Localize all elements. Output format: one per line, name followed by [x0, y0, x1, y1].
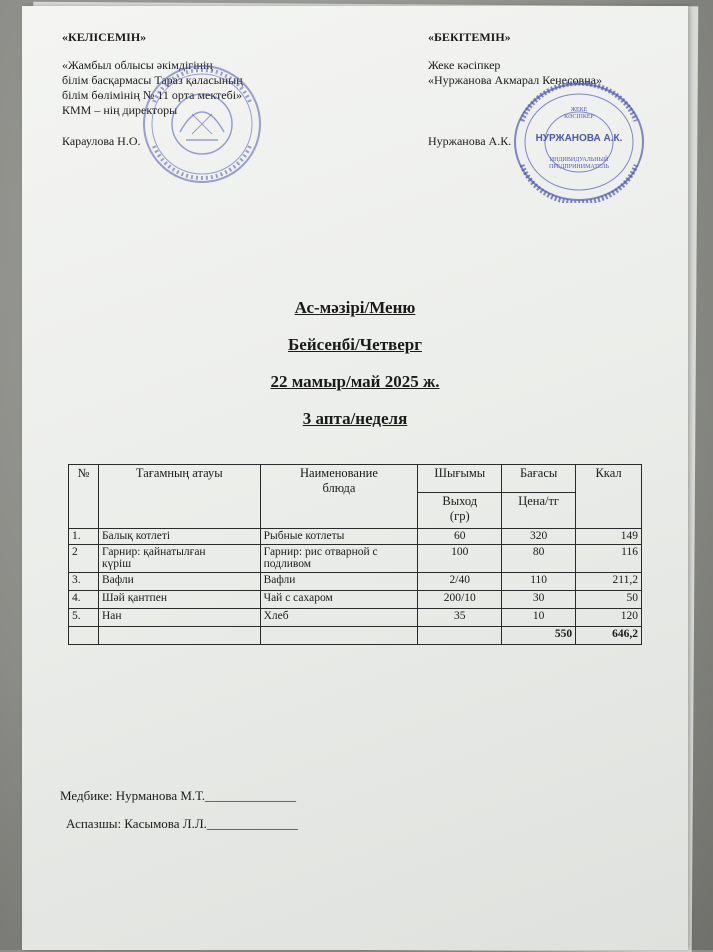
- header-name-kz: Тағамның атауы: [98, 465, 260, 529]
- stamp-center-text: НУРЖАНОВА А.К.: [535, 133, 623, 144]
- table-total-row: [69, 627, 642, 645]
- row-price: 30: [502, 591, 576, 609]
- row-yield: 60: [418, 529, 502, 545]
- table-row: [69, 609, 642, 627]
- header-yield-ru: [418, 493, 502, 529]
- left-heading: «КЕЛІСЕМІН»: [62, 30, 147, 44]
- row-price: 80: [502, 545, 576, 573]
- row-name-ru: Вафли: [260, 573, 418, 591]
- header-price-ru: Цена/тг: [502, 493, 576, 529]
- stamp-bottom-text-2: ПРЕДПРИНИМАТЕЛЬ: [548, 164, 609, 170]
- row-name-kz: Балық котлеті: [98, 529, 260, 545]
- row-name-kz: Шәй қантпен: [98, 591, 260, 609]
- document-page: [22, 6, 688, 950]
- menu-title: Ас-мәзірі/Меню: [294, 298, 416, 317]
- row-name-ru: [260, 545, 418, 573]
- right-line-1: Жеке кәсіпкер: [428, 58, 501, 72]
- header-price-kz: Бағасы: [502, 465, 576, 493]
- left-line-1: «Жамбыл облысы әкімдігінің: [62, 58, 213, 72]
- row-kcal: 50: [576, 591, 642, 609]
- row-num: 4.: [69, 591, 99, 609]
- row-price: 320: [502, 529, 576, 545]
- week-title: 3 апта/неделя: [302, 409, 408, 428]
- row-kcal: 211,2: [576, 573, 642, 591]
- row-name-ru-line1: Гарнир: рис отварной с: [263, 546, 378, 558]
- header-yield-ru-line2: (гр): [449, 509, 470, 523]
- row-price: 110: [502, 573, 576, 591]
- table-row: [69, 573, 642, 591]
- right-line-2: «Нуржанова Акмарал Кенесовна»: [428, 73, 602, 87]
- row-name-kz-line2: күріш: [101, 558, 132, 570]
- row-name-kz: Вафли: [98, 573, 260, 591]
- row-kcal: 149: [576, 529, 642, 545]
- left-line-2: білім басқармасы Тараз қаласының: [62, 73, 243, 87]
- header-num: №: [69, 465, 99, 529]
- stamp-bottom-text: ИНДИВИДУАЛЬНЫЙ: [549, 157, 609, 163]
- row-yield: 200/10: [418, 591, 502, 609]
- row-name-ru-line2: подливом: [263, 558, 312, 570]
- table-header-row: [69, 465, 642, 493]
- row-name-ru: Рыбные котлеты: [260, 529, 418, 545]
- row-yield: 35: [418, 609, 502, 627]
- header-yield-kz: Шығымы: [418, 465, 502, 493]
- right-heading: «БЕКІТЕМІН»: [428, 30, 511, 44]
- row-price: 10: [502, 609, 576, 627]
- header-name-ru-line2: блюда: [322, 481, 356, 495]
- school-seal-icon: [140, 62, 264, 186]
- left-signer: Караулова Н.О.: [62, 134, 141, 148]
- header-yield-ru-line1: Выход: [442, 494, 478, 508]
- row-kcal: 120: [576, 609, 642, 627]
- row-name-kz-line1: Гарнир: қайнатылған: [101, 546, 206, 558]
- row-name-ru: Хлеб: [260, 609, 418, 627]
- total-kcal: 646,2: [576, 627, 642, 645]
- table-row: [69, 591, 642, 609]
- cook-signature-line: Аспазшы: Касымова Л.Л.______________: [66, 816, 298, 831]
- row-yield: 2/40: [418, 573, 502, 591]
- row-yield: 100: [418, 545, 502, 573]
- menu-table: [68, 464, 642, 645]
- date-title: 22 мамыр/май 2025 ж.: [270, 372, 440, 391]
- right-signer: Нуржанова А.К.: [428, 134, 512, 148]
- header-name-ru-line1: Наименование: [300, 466, 378, 480]
- left-line-3: білім бөлімінің № 11 орта мектебі»: [62, 88, 243, 102]
- table-row: [69, 529, 642, 545]
- row-num: 3.: [69, 573, 99, 591]
- total-empty-1: [69, 627, 99, 645]
- row-name-kz: [98, 545, 260, 573]
- row-name-ru: Чай с сахаром: [260, 591, 418, 609]
- row-num: 1.: [69, 529, 99, 545]
- row-kcal: 116: [576, 545, 642, 573]
- row-name-kz: Нан: [98, 609, 260, 627]
- left-line-4: КММ – нің директоры: [62, 103, 178, 117]
- nurse-signature-line: Медбике: Нурманова М.Т.______________: [60, 788, 297, 803]
- stamp-top-text-2: КӘСІПКЕР: [564, 114, 594, 120]
- row-num: 2: [69, 545, 99, 573]
- table-row: [69, 545, 642, 573]
- day-title: Бейсенбі/Четверг: [288, 335, 422, 354]
- header-name-ru: [260, 465, 418, 529]
- stamp-top-text: ЖЕКЕ: [570, 107, 588, 113]
- total-price: 550: [502, 627, 576, 645]
- header-kcal: Ккал: [576, 465, 642, 529]
- total-empty-4: [418, 627, 502, 645]
- total-empty-3: [260, 627, 418, 645]
- row-num: 5.: [69, 609, 99, 627]
- entrepreneur-stamp: [512, 81, 646, 203]
- total-empty-2: [98, 627, 260, 645]
